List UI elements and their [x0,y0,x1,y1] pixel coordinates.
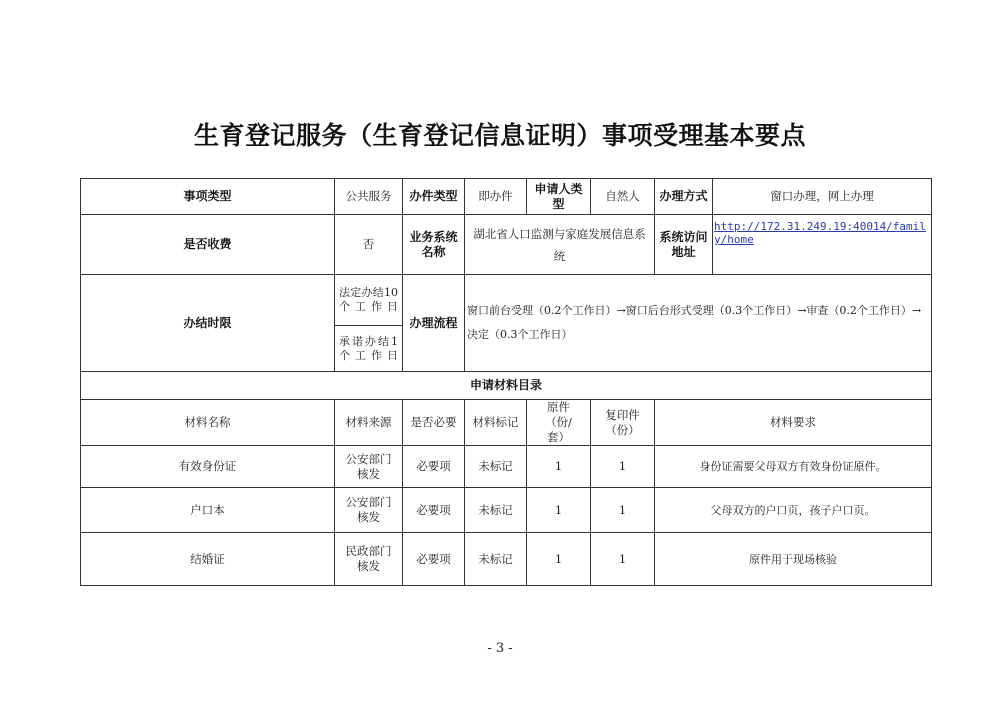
header-requirement: 材料要求 [655,400,932,446]
header-copy: 复印件（份） [591,400,655,446]
header-original: 原件（份/套） [527,400,591,446]
material-source: 公安部门核发 [335,488,403,533]
material-name: 户口本 [81,488,335,533]
material-name: 结婚证 [81,533,335,586]
fee-value: 否 [335,215,403,275]
materials-header-row [81,400,932,446]
header-name: 材料名称 [81,400,335,446]
page-number: - 3 - [487,641,513,656]
handle-method-label: 办理方式 [655,179,713,215]
promise-time-limit: 承诺办结1个工作日 [335,326,403,372]
table-row [81,446,932,488]
material-required: 必要项 [403,446,465,488]
system-url-link[interactable]: http://172.31.249.19:40014/family/home [713,215,932,275]
material-original: 1 [527,446,591,488]
item-type-label: 事项类型 [81,179,335,215]
system-name-label: 业务系统名称 [403,215,465,275]
material-requirement: 原件用于现场核验 [655,533,932,586]
header-mark: 材料标记 [465,400,527,446]
material-requirement: 父母双方的户口页，孩子户口页。 [655,488,932,533]
handle-type-label: 办件类型 [403,179,465,215]
table-row [81,533,932,586]
process-flow: 窗口前台受理（0.2个工作日）→窗口后台形式受理（0.3个工作日）→审查（0.2个工作日）→决定（0.3个工作日） [465,275,932,372]
material-mark: 未标记 [465,446,527,488]
header-required: 是否必要 [403,400,465,446]
process-label: 办理流程 [403,275,465,372]
material-mark: 未标记 [465,533,527,586]
handle-method-value: 窗口办理，网上办理 [713,179,932,215]
legal-time-limit: 法定办结10个工作日 [335,275,403,326]
material-name: 有效身份证 [81,446,335,488]
header-source: 材料来源 [335,400,403,446]
applicant-type-value: 自然人 [591,179,655,215]
system-url-label: 系统访问地址 [655,215,713,275]
material-original: 1 [527,488,591,533]
info-row-type [81,179,932,215]
applicant-type-label: 申请人类型 [527,179,591,215]
system-name-value: 湖北省人口监测与家庭发展信息系统 [465,215,655,275]
material-required: 必要项 [403,533,465,586]
time-limit-label: 办结时限 [81,275,335,372]
item-type-value: 公共服务 [335,179,403,215]
page-title: 生育登记服务（生育登记信息证明）事项受理基本要点 [193,121,806,150]
handle-type-value: 即办件 [465,179,527,215]
material-requirement: 身份证需要父母双方有效身份证原件。 [655,446,932,488]
material-original: 1 [527,533,591,586]
materials-section-title: 申请材料目录 [81,372,932,400]
table-row [81,488,932,533]
info-row-time-legal [81,275,932,326]
service-table [80,178,932,586]
fee-label: 是否收费 [81,215,335,275]
info-row-fee [81,215,932,275]
material-required: 必要项 [403,488,465,533]
material-mark: 未标记 [465,488,527,533]
material-copy: 1 [591,488,655,533]
material-copy: 1 [591,533,655,586]
material-source: 民政部门核发 [335,533,403,586]
materials-section-row [81,372,932,400]
material-source: 公安部门核发 [335,446,403,488]
material-copy: 1 [591,446,655,488]
